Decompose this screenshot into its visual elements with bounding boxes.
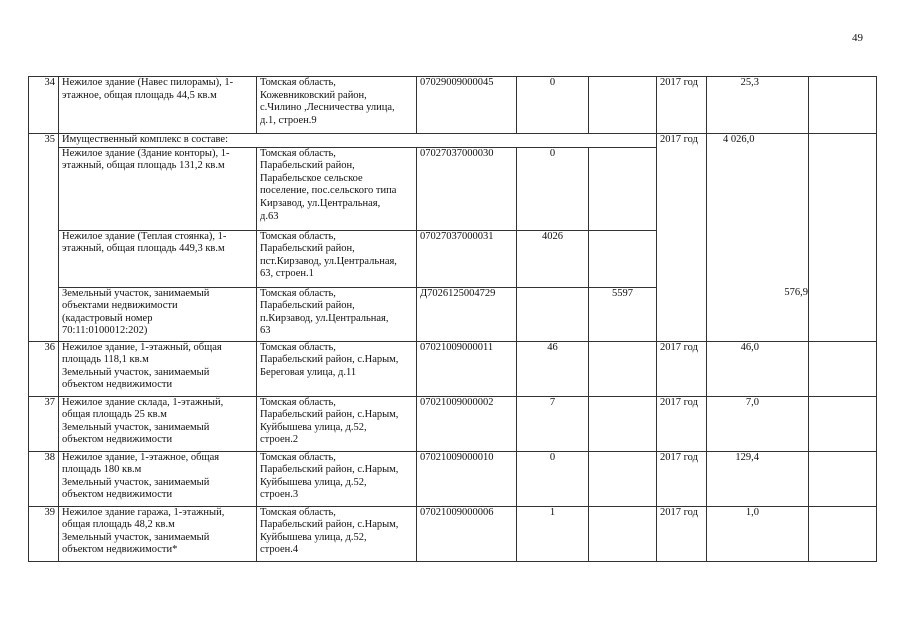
object-name-cell (59, 77, 257, 134)
object-name-cell (59, 506, 257, 561)
empty-cell (809, 341, 877, 396)
address-line: Томская область, (260, 287, 336, 299)
amount-cell: 7,0 (707, 396, 809, 451)
amount-cell: 46,0 (707, 341, 809, 396)
value-cell: 4026 (517, 230, 589, 287)
object-name-line: общая площадь 48,2 кв.м (62, 519, 175, 531)
address-line: с.Чилино ,Лесничества улица, (260, 102, 395, 114)
code-cell: 07029009000045 (417, 77, 517, 134)
value-cell: 0 (517, 147, 589, 230)
value-cell: 5597 (589, 287, 657, 341)
empty-cell (589, 230, 657, 287)
address-line: Куйбышева улица, д.52, (260, 531, 367, 543)
row-number: 35 (29, 134, 59, 342)
address-line: 63 (260, 325, 271, 337)
object-name-line: Земельный участок, занимаемый (62, 476, 210, 488)
address-cell (257, 451, 417, 506)
property-registry-table (28, 76, 877, 562)
page-number: 49 (852, 32, 863, 44)
address-line: Парабельский район, с.Нарым, (260, 354, 399, 366)
table-row (29, 341, 877, 396)
empty-cell (809, 396, 877, 451)
year-cell: 2017 год (657, 77, 707, 134)
address-line: Парабельский район, с.Нарым, (260, 519, 399, 531)
object-name-line: площадь 118,1 кв.м (62, 354, 149, 366)
address-line: Парабельский район, (260, 300, 355, 312)
object-name-line: Земельный участок, занимаемый (62, 531, 210, 543)
object-name-line: Нежилое здание, 1-этажный, общая (62, 341, 222, 353)
empty-cell (589, 77, 657, 134)
address-line: Томская область, (260, 77, 336, 88)
table-row (29, 134, 877, 148)
object-name-line: Нежилое здание склада, 1-этажный, (62, 396, 224, 408)
object-name-line: этажное, общая площадь 44,5 кв.м (62, 89, 217, 101)
object-name-line: Нежилое здание (Навес пилорамы), 1- (62, 77, 234, 88)
row-number: 38 (29, 451, 59, 506)
address-cell (257, 287, 417, 341)
year-cell: 2017 год (657, 506, 707, 561)
object-name-line: (кадастровый номер (62, 312, 153, 324)
value-cell: 46 (517, 341, 589, 396)
amount-cell: 25,3 (707, 77, 809, 134)
complex-label-cell: Имущественный комплекс в составе: (59, 134, 657, 148)
row-number: 34 (29, 77, 59, 134)
object-name-line: Земельный участок, занимаемый (62, 366, 210, 378)
address-line: Парабельский район, с.Нарым, (260, 464, 399, 476)
address-cell (257, 506, 417, 561)
object-name-line: объектом недвижимости (62, 489, 173, 501)
value-cell: 1 (517, 506, 589, 561)
object-name-line: Нежилое здание (Здание конторы), 1- (62, 147, 230, 159)
code-cell: 07027037000031 (417, 230, 517, 287)
object-name-line: площадь 180 кв.м (62, 464, 142, 476)
address-line: Парабельский район, (260, 160, 355, 172)
empty-cell (589, 147, 657, 230)
address-line: Томская область, (260, 451, 336, 463)
amount-cell (707, 134, 809, 342)
empty-cell (809, 134, 877, 342)
address-line: Томская область, (260, 396, 336, 408)
code-cell: Д7026125004729 (417, 287, 517, 341)
code-cell: 07021009000010 (417, 451, 517, 506)
address-line: строен.2 (260, 434, 299, 446)
object-name-line: 70:11:0100012:202) (62, 325, 148, 337)
object-name-line: этажный, общая площадь 449,3 кв.м (62, 243, 225, 255)
object-name-line: объектом недвижимости (62, 434, 173, 446)
table-row (29, 396, 877, 451)
object-name-line: Нежилое здание, 1-этажное, общая (62, 451, 220, 463)
empty-cell (517, 287, 589, 341)
year-cell: 2017 год (657, 341, 707, 396)
address-line: Томская область, (260, 230, 336, 242)
object-name-cell (59, 396, 257, 451)
address-line: строен.3 (260, 489, 299, 501)
year-cell: 2017 год (657, 396, 707, 451)
code-cell: 07021009000011 (417, 341, 517, 396)
empty-cell (809, 506, 877, 561)
code-cell: 07027037000030 (417, 147, 517, 230)
amount-cell: 129,4 (707, 451, 809, 506)
object-name-cell (59, 287, 257, 341)
empty-cell (589, 506, 657, 561)
object-name-cell (59, 341, 257, 396)
row-number: 36 (29, 341, 59, 396)
object-name-cell (59, 147, 257, 230)
table-row (29, 451, 877, 506)
object-name-cell (59, 451, 257, 506)
address-line: Томская область, (260, 341, 336, 353)
empty-cell (589, 451, 657, 506)
code-cell: 07021009000006 (417, 506, 517, 561)
value-cell: 0 (517, 77, 589, 134)
address-cell (257, 396, 417, 451)
year-cell: 2017 год (657, 451, 707, 506)
empty-cell (589, 396, 657, 451)
address-line: п.Кирзавод, ул.Центральная, (260, 312, 389, 324)
address-line: строен.4 (260, 544, 299, 556)
object-name-line: этажный, общая площадь 131,2 кв.м (62, 160, 225, 172)
address-line: д.63 (260, 210, 279, 222)
year-cell: 2017 год (657, 134, 707, 342)
address-line: Кирзавод, ул.Центральная, (260, 197, 381, 209)
address-line: Парабельское сельское (260, 172, 363, 184)
empty-cell (589, 341, 657, 396)
address-line: Томская область, (260, 506, 336, 518)
object-name-line: Нежилое здание гаража, 1-этажный, (62, 506, 225, 518)
empty-cell (809, 77, 877, 134)
address-line: поселение, пос.сельского типа (260, 185, 397, 197)
address-cell (257, 230, 417, 287)
object-name-line: объектом недвижимости (62, 379, 173, 391)
amount-total: 4 026,0 (723, 134, 755, 145)
address-line: 63, строен.1 (260, 268, 314, 280)
address-line: Кожевниковский район, (260, 89, 367, 101)
address-line: Парабельский район, (260, 243, 355, 255)
row-number: 37 (29, 396, 59, 451)
address-line: Береговая улица, д.11 (260, 366, 357, 378)
address-line: Куйбышева улица, д.52, (260, 421, 367, 433)
address-line: д.1, строен.9 (260, 114, 317, 126)
object-name-line: Земельный участок, занимаемый (62, 287, 210, 299)
table-row (29, 506, 877, 561)
address-line: Парабельский район, с.Нарым, (260, 409, 399, 421)
address-cell (257, 341, 417, 396)
code-cell: 07021009000002 (417, 396, 517, 451)
amount-land: 576,9 (784, 287, 808, 298)
row-number: 39 (29, 506, 59, 561)
address-line: Куйбышева улица, д.52, (260, 476, 367, 488)
value-cell: 7 (517, 396, 589, 451)
address-line: Томская область, (260, 147, 336, 159)
object-name-cell (59, 230, 257, 287)
object-name-line: Нежилое здание (Теплая стоянка), 1- (62, 230, 227, 242)
amount-cell: 1,0 (707, 506, 809, 561)
table-row (29, 77, 877, 134)
address-cell (257, 147, 417, 230)
address-line: пст.Кирзавод, ул.Центральная, (260, 255, 397, 267)
object-name-line: Земельный участок, занимаемый (62, 421, 210, 433)
object-name-line: объектами недвижимости (62, 300, 178, 312)
object-name-line: объектом недвижимости* (62, 544, 178, 556)
object-name-line: общая площадь 25 кв.м (62, 409, 167, 421)
value-cell: 0 (517, 451, 589, 506)
empty-cell (809, 451, 877, 506)
address-cell (257, 77, 417, 134)
